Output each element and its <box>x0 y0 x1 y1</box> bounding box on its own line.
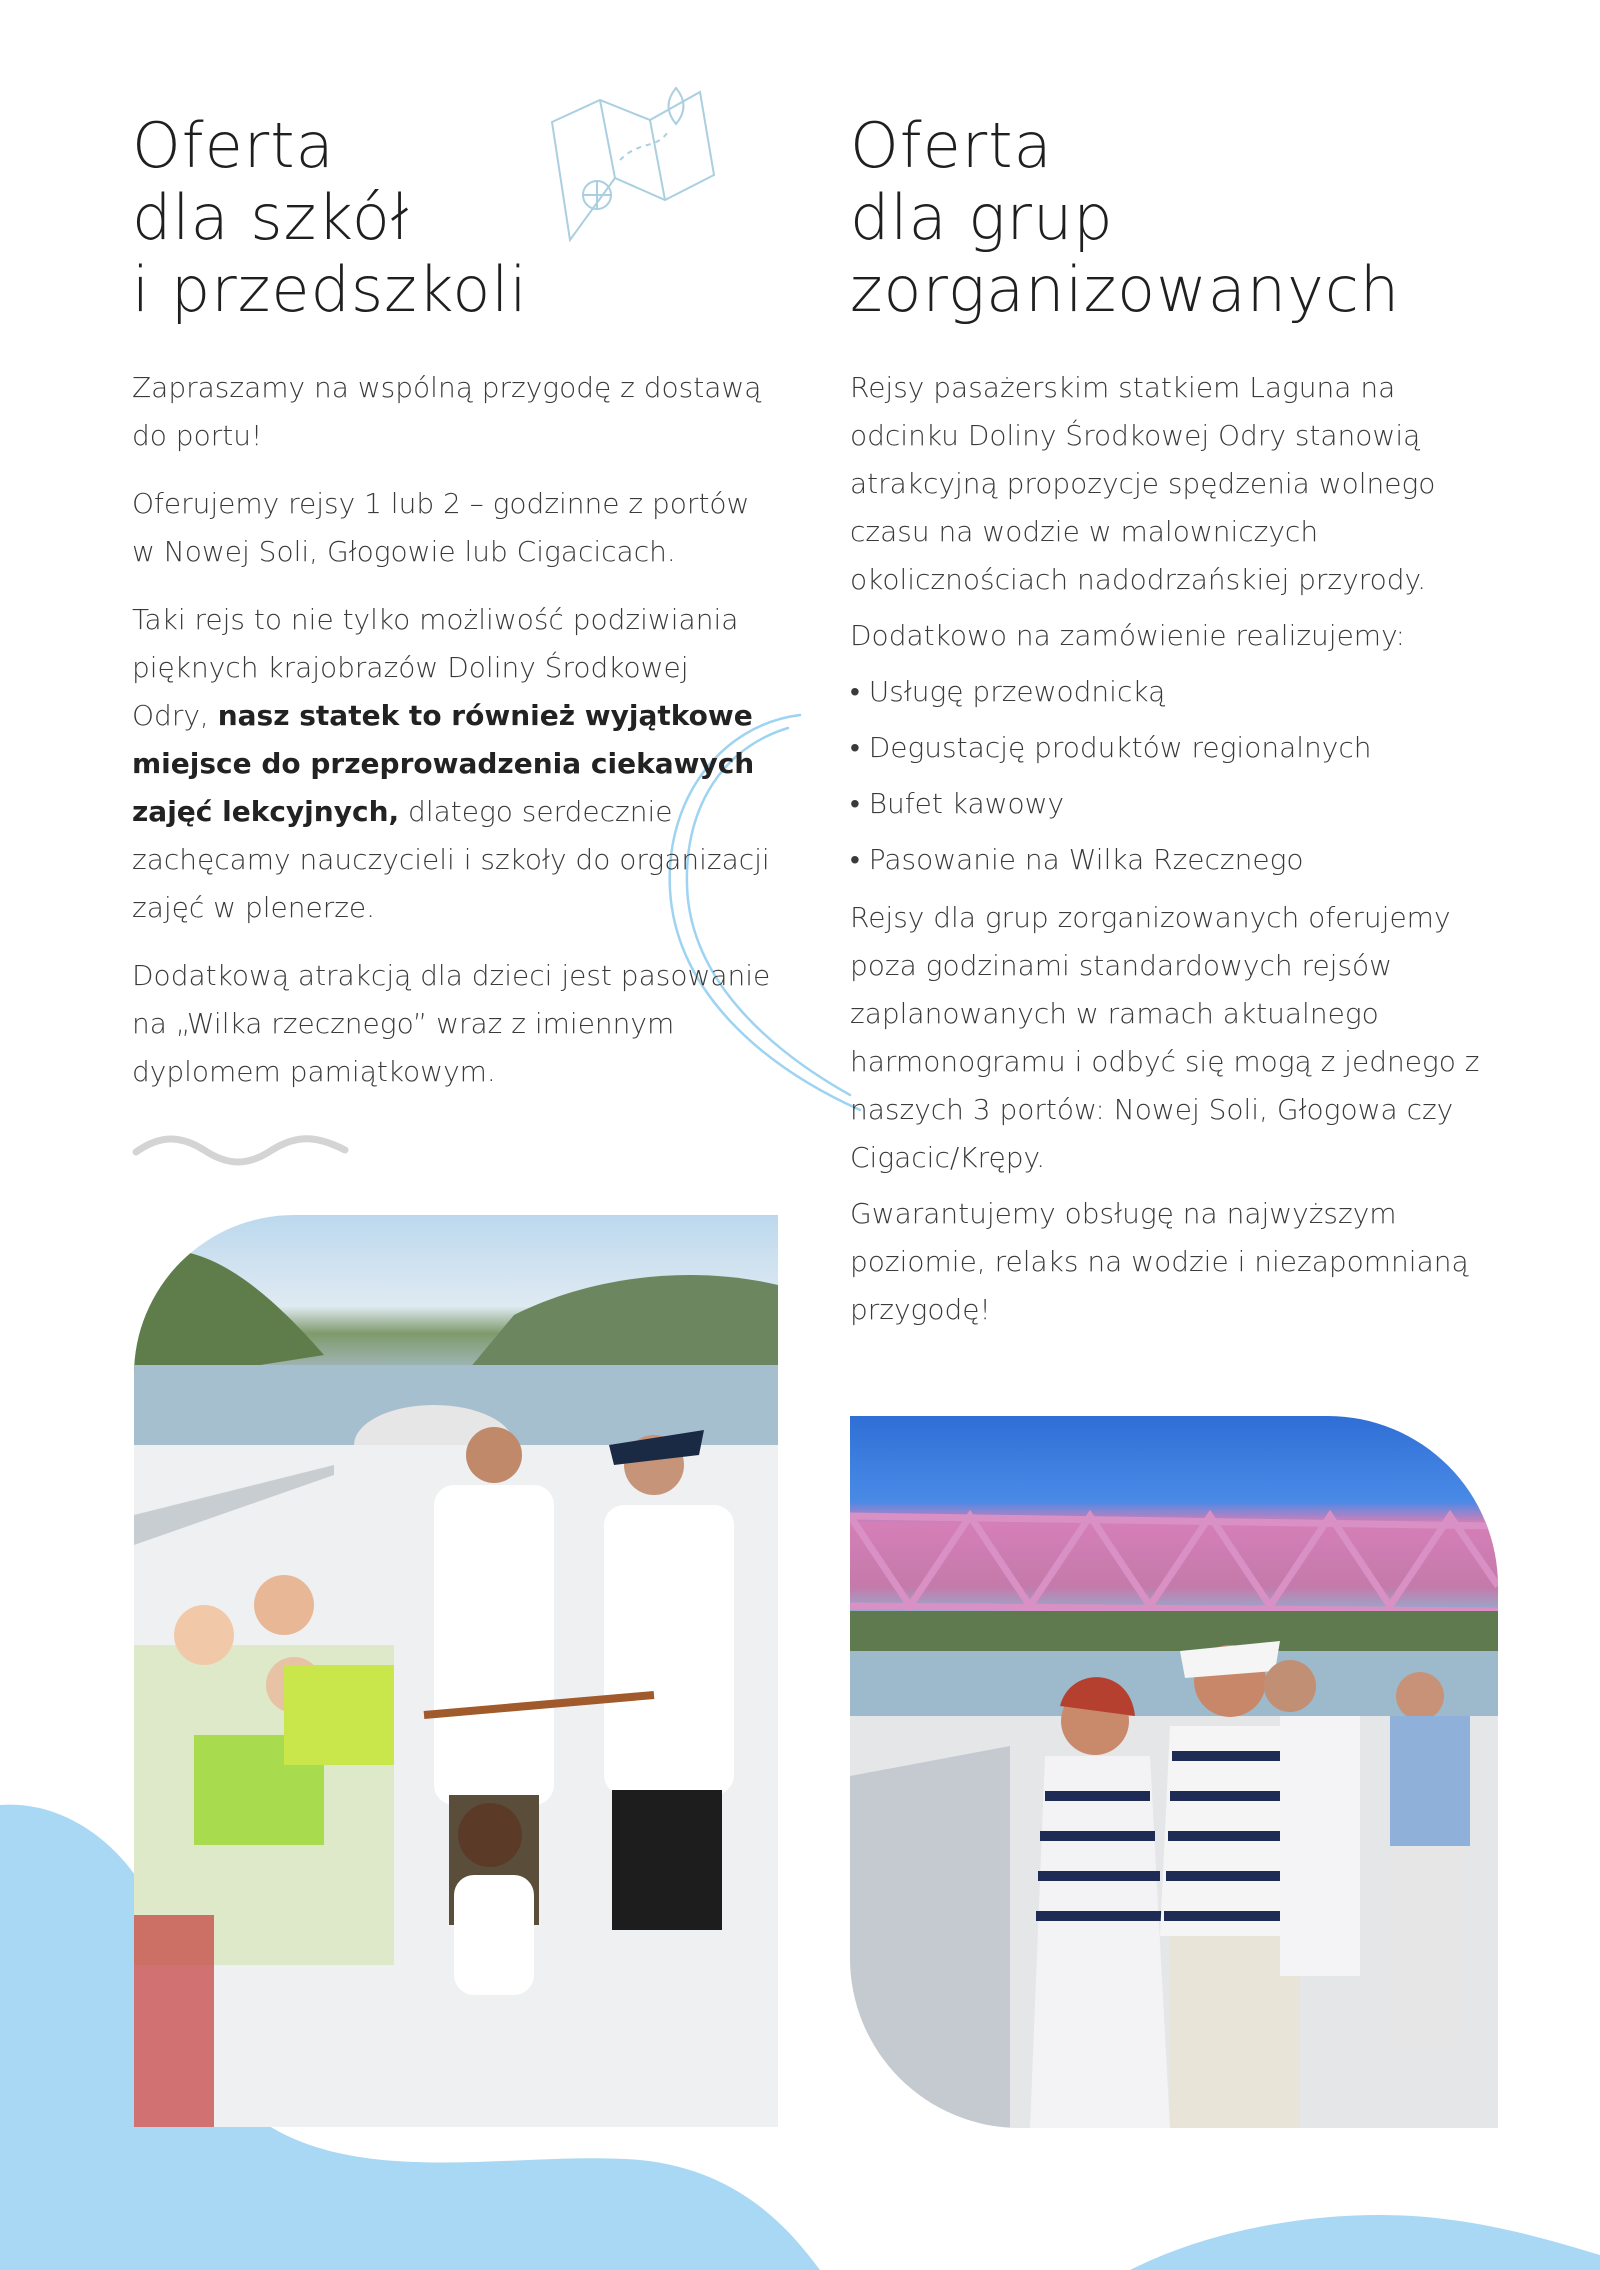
group-offer-section <box>850 110 1490 1354</box>
paragraph: Gwarantujemy obsługę na najwyższym poziomie, relaks na wodzie i niezapomnianą przygodę! <box>850 1197 1469 1326</box>
paragraph: Rejsy dla grup zorganizowanych oferujemy poza godzinami standardowych rejsów zaplanowanych w ramach aktualnego harmonogramu i odbyć się mogą z jednego z naszych 3 portów: Nowej Soli, Głogowa czy Cigacic/Krępy. <box>850 901 1480 1174</box>
paragraph: Rejsy pasażerskim statkiem Laguna na odcinku Doliny Środkowej Odry stanowią atrakcyjną propozycje spędzenia wolnego czasu na wodzie w malowniczych okolicznościach nadodrzańskiej przyrody. <box>850 371 1436 596</box>
title-line: Oferta <box>132 109 335 182</box>
paragraph: Zapraszamy na wspólną przygodę z dostawą do portu! <box>132 371 762 452</box>
paragraph: Dodatkową atrakcją dla dzieci jest pasowanie na „Wilka rzecznego” wraz z imiennym dyplomem pamiątkowym. <box>132 959 771 1088</box>
paragraph-text: Taki rejs to nie tylko możliwość podziwiania pięknych krajobrazów Doliny Środkowej Odry, <box>132 603 739 732</box>
group-offer-title <box>850 110 1490 326</box>
title-line: zorganizowanych <box>850 253 1401 326</box>
school-offer-body <box>132 364 772 1096</box>
paragraph: Oferujemy rejsy 1 lub 2 – godzinne z portów w Nowej Soli, Głogowie lub Cigacicach. <box>132 487 750 568</box>
photo-children-on-ship <box>134 1215 778 2127</box>
paragraph-text: dlatego serdecznie zachęcamy nauczycieli i szkoły do organizacji zajęć w plenerze. <box>132 795 770 924</box>
services-list <box>850 668 1490 884</box>
school-offer-title <box>132 110 772 326</box>
paragraph: Dodatkowo na zamówienie realizujemy: <box>850 619 1406 652</box>
photo-illustration <box>134 1215 778 2127</box>
list-item: • Pasowanie na Wilka Rzecznego <box>850 836 1490 884</box>
photo-illustration <box>850 1416 1498 2128</box>
school-offer-section <box>132 110 772 1116</box>
group-offer-body <box>850 364 1490 1334</box>
list-item: • Degustację produktów regionalnych <box>850 724 1490 772</box>
title-line: dla szkół <box>132 181 410 254</box>
title-line: dla grup <box>850 181 1114 254</box>
paragraph <box>132 596 772 932</box>
list-item: • Usługę przewodnicką <box>850 668 1490 716</box>
wave-icon <box>136 1139 345 1162</box>
highlighted-text: nasz statek to również wyjątkowe miejsce do przeprowadzenia ciekawych zajęć lekcyjnych, <box>132 699 755 828</box>
title-line: i przedszkoli <box>132 253 528 326</box>
photo-group-dancing-on-ship <box>850 1416 1498 2128</box>
title-line: Oferta <box>850 109 1053 182</box>
list-item: • Bufet kawowy <box>850 780 1490 828</box>
